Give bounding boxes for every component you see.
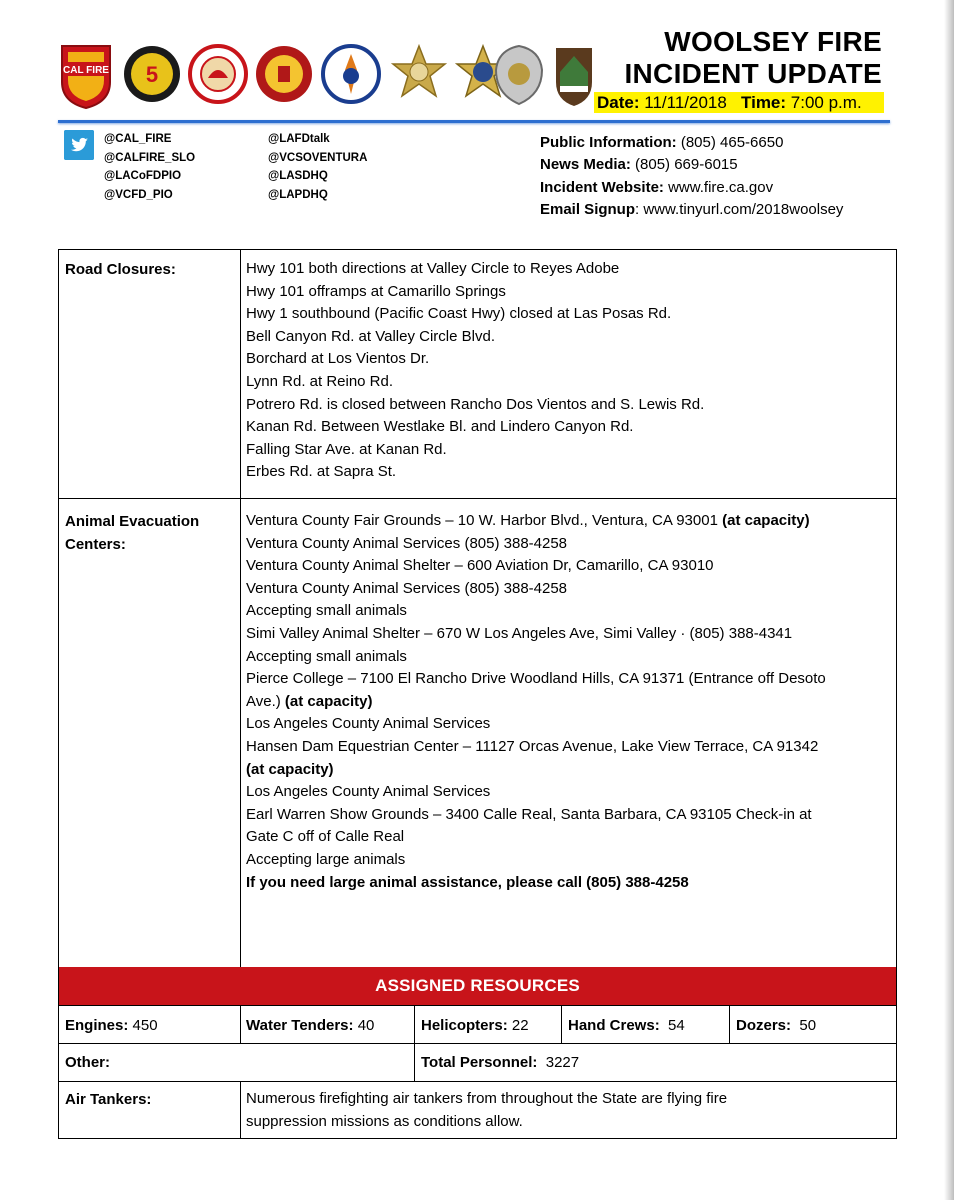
cal-fire-logo	[58, 42, 114, 110]
air-tankers-text: Numerous firefighting air tankers from throughout the State are flying fire suppression missions as conditions allow.	[246, 1090, 728, 1130]
evac-line: Gate C off of Calle Real	[246, 828, 405, 846]
title-line-2: INCIDENT UPDATE	[624, 58, 882, 89]
document-title	[624, 26, 882, 90]
evac-line: Accepting small animals	[246, 602, 407, 620]
twitter-icon	[64, 130, 94, 160]
evac-line: Hansen Dam Equestrian Center – 11127 Orcas Avenue, Lake View Terrace, CA 91342	[246, 737, 819, 755]
evac-line: Ventura County Animal Shelter – 600 Aviation Dr, Camarillo, CA 93010	[246, 557, 714, 575]
column-divider	[561, 1005, 562, 1043]
contact-public-information: Public Information: (805) 465-6650	[540, 134, 784, 151]
row-divider	[58, 498, 897, 499]
road-closure-item: Borchard at Los Vientos Dr.	[246, 350, 430, 368]
road-closure-item: Kanan Rd. Between Westlake Bl. and Lindero Canyon Rd.	[246, 418, 634, 436]
social-handle[interactable]: @LAPDHQ	[268, 188, 328, 201]
helicopters-count: Helicopters: 22	[421, 1017, 529, 1034]
social-handle[interactable]: @LAFDtalk	[268, 133, 330, 145]
social-handle[interactable]: @LACoFDPIO	[104, 170, 182, 182]
column-divider	[240, 1005, 241, 1043]
column-divider	[729, 1005, 730, 1043]
assigned-resources-heading: ASSIGNED RESOURCES	[59, 967, 896, 1005]
contact-email-signup[interactable]: Email Signup: www.tinyurl.com/2018woolsey	[540, 200, 844, 218]
evac-line: Ventura County Animal Services (805) 388-4258	[246, 534, 568, 552]
road-closure-item: Hwy 101 both directions at Valley Circle to Reyes Adobe	[246, 260, 620, 277]
road-closure-item: Falling Star Ave. at Kanan Rd.	[246, 440, 447, 458]
road-closure-item: Hwy 1 southbound (Pacific Coast Hwy) closed at Las Posas Rd.	[246, 305, 672, 323]
road-closures-label: Road Closures:	[65, 261, 176, 278]
svg-text:CAL FIRE: CAL FIRE	[63, 65, 109, 76]
road-closure-item: Lynn Rd. at Reino Rd.	[246, 372, 394, 390]
other-resources: Other:	[65, 1054, 110, 1071]
sheriff-star-logo	[390, 42, 448, 110]
evac-line: If you need large animal assistance, please call (805) 388-4258	[246, 873, 689, 891]
road-closure-item: Erbes Rd. at Sapra St.	[246, 463, 397, 481]
row-divider	[58, 1005, 897, 1006]
total-personnel: Total Personnel: 3227	[421, 1054, 580, 1071]
page-edge-shadow	[944, 0, 954, 1200]
engines-count: Engines: 450	[65, 1017, 158, 1034]
water-tenders-count: Water Tenders: 40	[246, 1017, 375, 1034]
animal-evacuation-list	[246, 510, 826, 894]
title-line-1: WOOLSEY FIRE	[664, 26, 882, 57]
ventura-county-fire-logo	[320, 42, 382, 110]
social-handles-column-2	[268, 130, 367, 204]
time-value: 7:00 p.m.	[790, 93, 862, 112]
column-divider	[414, 1005, 415, 1081]
contact-news-media: News Media: (805) 669-6015	[540, 156, 738, 174]
agency-logos	[58, 42, 598, 110]
social-handle[interactable]: @CAL_FIRE	[104, 133, 172, 145]
evac-line: Accepting small animals	[246, 647, 407, 665]
road-closure-item: Hwy 101 offramps at Camarillo Springs	[246, 282, 506, 300]
la-county-fire-logo	[188, 42, 248, 110]
air-tankers-label: Air Tankers:	[65, 1091, 152, 1108]
contact-incident-website[interactable]: Incident Website: www.fire.ca.gov	[540, 178, 774, 196]
social-handle[interactable]: @VCFD_PIO	[104, 188, 173, 201]
incident-management-team-logo	[122, 42, 182, 110]
social-handle[interactable]: @CALFIRE_SLO	[104, 151, 196, 164]
lapd-badge-logo	[490, 42, 548, 110]
social-handle[interactable]: @VCSOVENTURA	[268, 151, 368, 164]
evac-line: Los Angeles County Animal Services	[246, 715, 491, 733]
header-divider	[58, 120, 890, 123]
evac-line: Ventura County Fair Grounds – 10 W. Harbor Blvd., Ventura, CA 93001 (at capacity)	[246, 512, 810, 529]
date-label: Date:	[597, 93, 640, 112]
evac-line: Simi Valley Animal Shelter – 670 W Los Angeles Ave, Simi Valley · (805) 388-4341	[246, 624, 793, 642]
date-time-banner	[594, 92, 884, 113]
animal-evacuation-label: Animal Evacuation Centers:	[65, 513, 200, 553]
svg-text:5: 5	[145, 62, 159, 87]
evac-line: Ventura County Animal Services (805) 388-4258	[246, 579, 568, 597]
evac-line: Accepting large animals	[246, 850, 406, 868]
national-park-service-logo	[550, 42, 598, 110]
road-closures-list	[246, 258, 704, 484]
lafd-logo	[254, 42, 314, 110]
evac-line: Los Angeles County Animal Services	[246, 783, 491, 801]
evac-line: (at capacity)	[246, 760, 334, 778]
contact-info	[540, 132, 843, 221]
time-label: Time:	[741, 93, 787, 112]
row-divider	[58, 1043, 897, 1044]
evac-line: Ave.) (at capacity)	[246, 692, 373, 710]
social-handles-column-1	[104, 130, 195, 204]
social-handle[interactable]: @LASDHQ	[268, 170, 328, 182]
evac-line: Earl Warren Show Grounds – 3400 Calle Real, Santa Barbara, CA 93105 Check-in at	[246, 805, 812, 823]
column-divider	[240, 249, 241, 967]
column-divider	[240, 1081, 241, 1139]
row-divider	[58, 1081, 897, 1082]
road-closure-item: Potrero Rd. is closed between Rancho Dos Vientos and S. Lewis Rd.	[246, 395, 705, 413]
date-value: 11/11/2018	[644, 93, 727, 112]
hand-crews-count: Hand Crews: 54	[568, 1017, 685, 1034]
road-closure-item: Bell Canyon Rd. at Valley Circle Blvd.	[246, 327, 495, 345]
dozers-count: Dozers: 50	[736, 1017, 817, 1034]
evac-line: Pierce College – 7100 El Rancho Drive Woodland Hills, CA 91371 (Entrance off Desoto	[246, 670, 826, 688]
